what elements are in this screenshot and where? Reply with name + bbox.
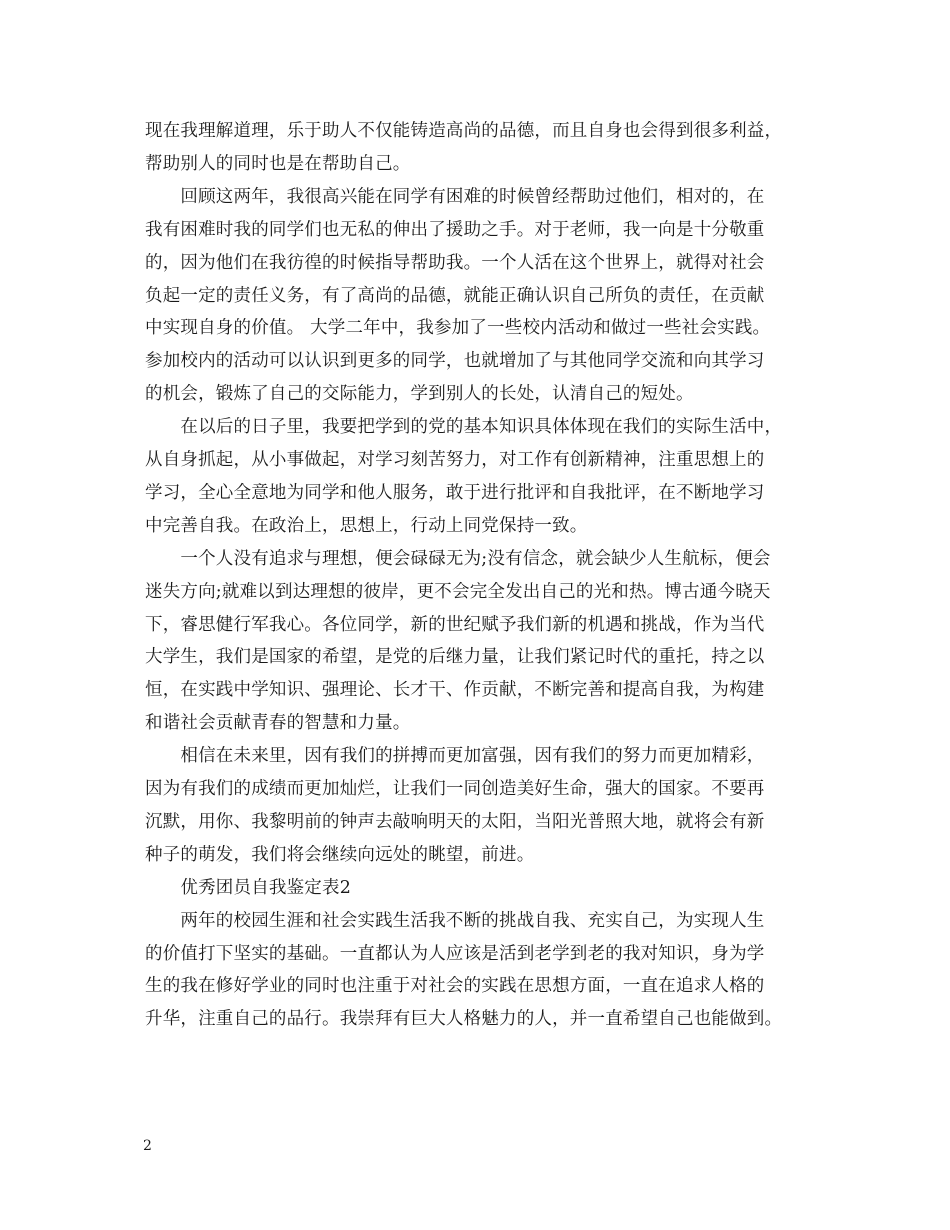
text-line: 我有困难时我的同学们也无私的伸出了援助之手。对于老师，我一向是十分敬重	[145, 219, 765, 240]
text-line: 帮助别人的同时也是在帮助自己。	[145, 153, 411, 174]
text-line: 优秀团员自我鉴定表2	[145, 877, 352, 898]
text-line: 参加校内的活动可以认识到更多的同学，也就增加了与其他同学交流和向其学习	[145, 351, 765, 372]
text-line: 大学生，我们是国家的希望，是党的后继力量，让我们紧记时代的重托，持之以	[145, 647, 765, 668]
text-line: 迷失方向;就难以到达理想的彼岸，更不会完全发出自己的光和热。博古通今晓天	[145, 581, 771, 602]
text-line: 的机会，锻炼了自己的交际能力，学到别人的长处，认清自己的短处。	[145, 384, 694, 405]
text-line: 因为有我们的成绩而更加灿烂，让我们一同创造美好生命，强大的国家。不要再	[145, 779, 765, 799]
text-line: 升华，注重自己的品行。我崇拜有巨大人格魅力的人，并一直希望自己也能做到。	[145, 1009, 783, 1030]
text-line: 的，因为他们在我彷徨的时候指导帮助我。一个人活在这个世界上，就得对社会	[145, 252, 765, 273]
text-line: 的价值打下坚实的基础。一直都认为人应该是活到老学到老的我对知识，身为学	[145, 943, 765, 964]
text-line: 在以后的日子里，我要把学到的党的基本知识具体体现在我们的实际生活中，	[145, 417, 783, 438]
page-number: 2	[143, 1138, 152, 1154]
text-line: 负起一定的责任义务，有了高尚的品德，就能正确认识自己所负的责任，在贡献	[145, 285, 765, 306]
text-line: 恒，在实践中学知识、强理论、长才干、作贡献，不断完善和提高自我，为构建	[145, 680, 765, 701]
text-line: 两年的校园生涯和社会实践生活我不断的挑战自我、充实自己，为实现人生	[145, 910, 765, 931]
text-line: 生的我在修好学业的同时也注重于对社会的实践在思想方面，一直在追求人格的	[145, 976, 765, 997]
text-line: 从自身抓起，从小事做起，对学习刻苦努力，对工作有创新精神，注重思想上的	[145, 450, 765, 470]
text-line: 下，睿思健行军我心。各位同学，新的世纪赋予我们新的机遇和挑战，作为当代	[145, 614, 765, 635]
text-line: 中完善自我。在政治上，思想上，行动上同党保持一致。	[145, 515, 588, 536]
text-line: 相信在未来里，因有我们的拼搏而更加富强，因有我们的努力而更加精彩，	[145, 746, 765, 767]
text-line: 沉默，用你、我黎明前的钟声去敲响明天的太阳，当阳光普照大地，就将会有新	[145, 811, 765, 832]
text-line: 一个人没有追求与理想，便会碌碌无为;没有信念，就会缺少人生航标，便会	[145, 548, 771, 569]
text-line: 中实现自身的价值。 大学二年中，我参加了一些校内活动和做过一些社会实践。	[145, 318, 771, 339]
text-line: 回顾这两年，我很高兴能在同学有困难的时候曾经帮助过他们，相对的，在	[145, 186, 765, 207]
text-line: 种子的萌发，我们将会继续向远处的眺望，前进。	[145, 844, 535, 865]
text-line: 学习，全心全意地为同学和他人服务，敢于进行批评和自我批评，在不断地学习	[145, 482, 765, 503]
text-line: 现在我理解道理，乐于助人不仅能铸造高尚的品德，而且自身也会得到很多利益，	[145, 121, 783, 141]
text-line: 和谐社会贡献青春的智慧和力量。	[145, 713, 411, 734]
